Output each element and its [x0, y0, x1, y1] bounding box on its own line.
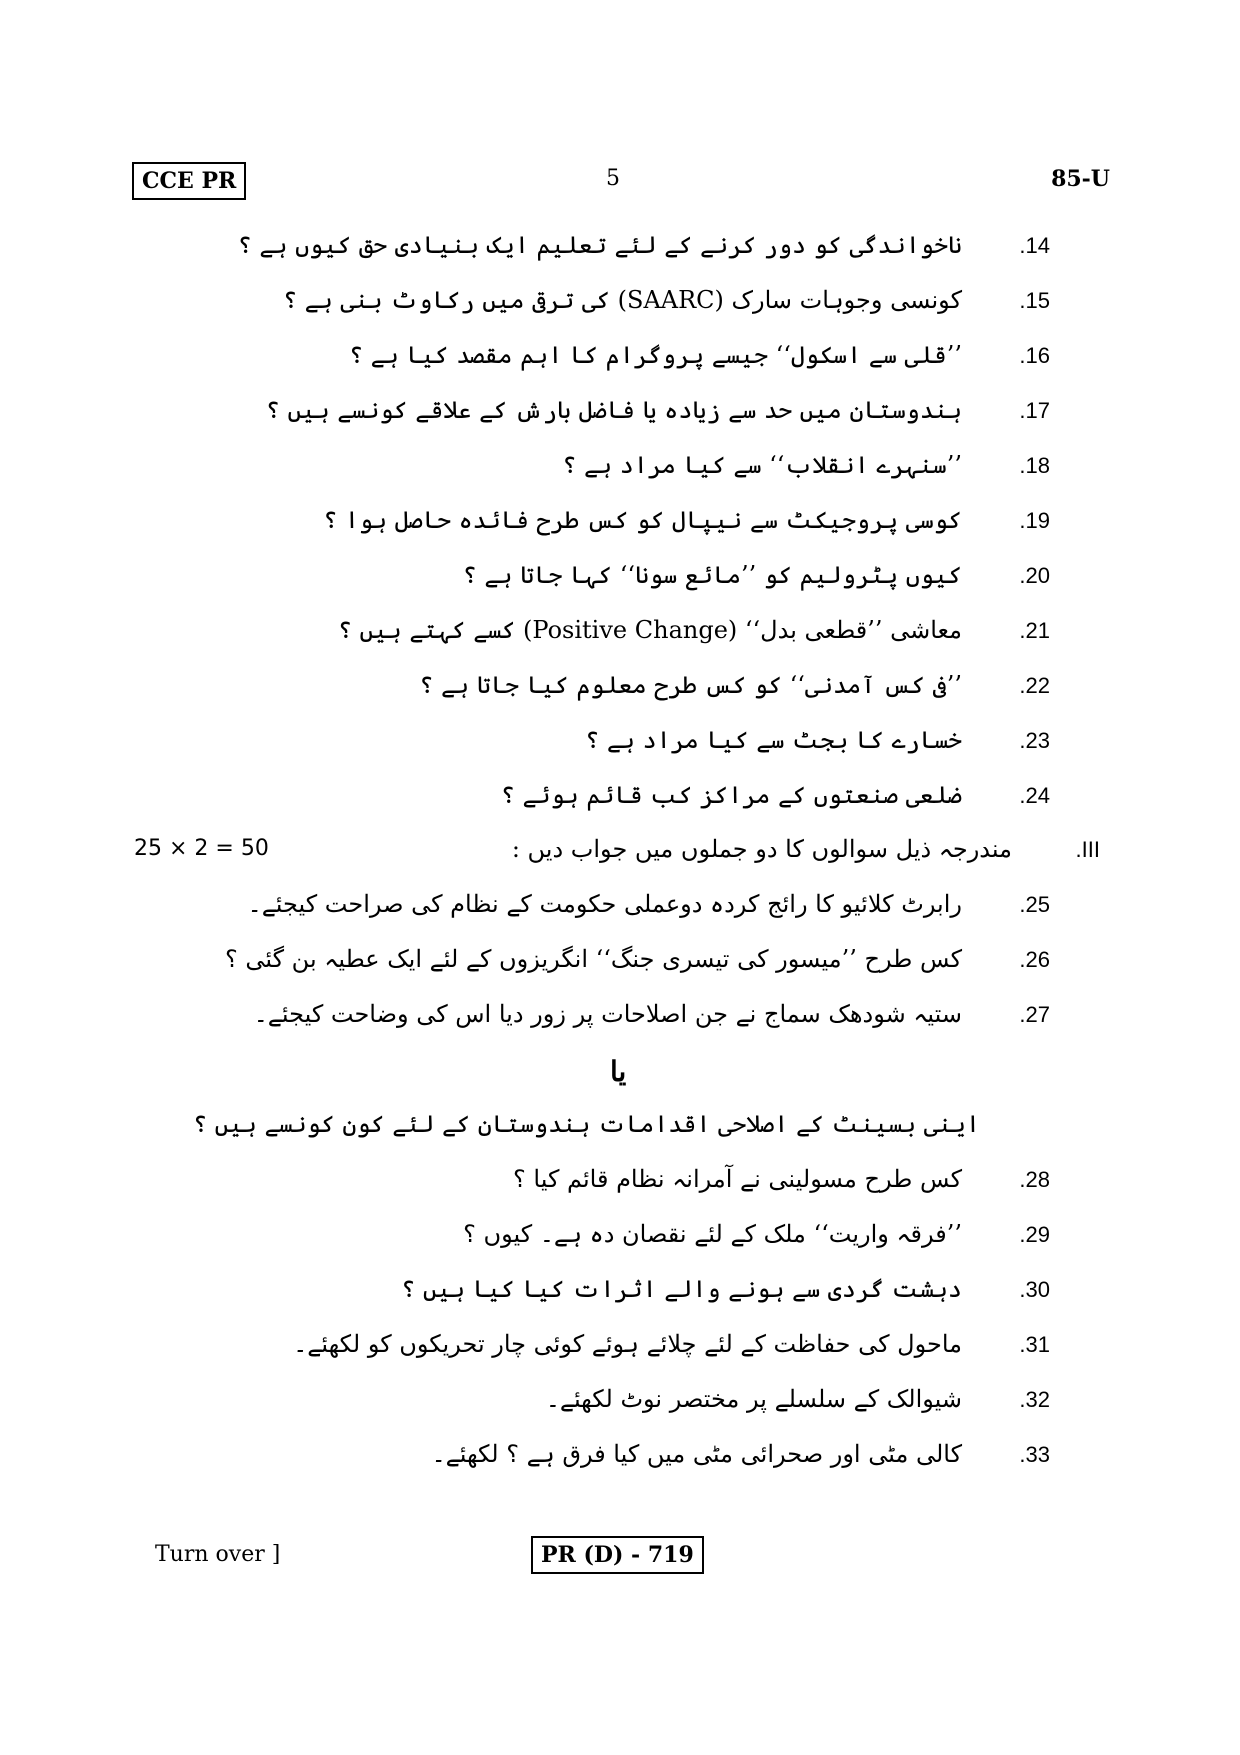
- question-text: ناخواندگی کو دور کرنے کے لئے تعلیم ایک بنیادی حق کیوں ہے ؟: [237, 231, 962, 259]
- question-text: ’’سنہرے انقلاب‘‘ سے کیا مراد ہے ؟: [562, 451, 962, 479]
- question-text: ’’فی کس آمدنی‘‘ کو کس طرح معلوم کیا جاتا ہے ؟: [419, 671, 962, 699]
- question-text: معاشی ’’قطعی بدل‘‘ (Positive Change) کسے کہتے ہیں ؟: [337, 616, 962, 644]
- question-17: [266, 393, 1050, 428]
- question-text: دہشت گردی سے ہونے والے اثرات کیا کیا ہیں ؟: [401, 1275, 962, 1303]
- question-number: 23.: [1019, 728, 1050, 753]
- question-number: 17.: [1019, 398, 1050, 423]
- question-18: [562, 448, 1050, 483]
- footer-code-box: PR (D) - 719: [531, 1536, 704, 1574]
- question-text: ستیہ شودھک سماج نے جن اصلاحات پر زور دیا اس کی وضاحت کیجئے۔: [253, 1000, 962, 1028]
- question-number: 20.: [1019, 563, 1050, 588]
- question-text: کیوں پٹرولیم کو ’’مائع سونا‘‘ کہا جاتا ہے ؟: [462, 561, 962, 589]
- question-text: شیوالک کے سلسلے پر مختصر نوٹ لکھئے۔: [545, 1385, 962, 1413]
- question-20: [463, 558, 1050, 593]
- question-text: ماحول کی حفاظت کے لئے چلائے ہوئے کوئی چار تحریکوں کو لکھئے۔: [293, 1330, 962, 1358]
- question-33: [432, 1437, 1050, 1472]
- question-text: ضلعی صنعتوں کے مراکز کب قائم ہوئے ؟: [500, 781, 962, 809]
- page-number: 5: [606, 166, 620, 191]
- question-text: رابرٹ کلائیو کا رائج کردہ دوعملی حکومت کے نظام کی صراحت کیجئے۔: [247, 890, 962, 918]
- question-number: 19.: [1019, 508, 1050, 533]
- question-30: [401, 1272, 1050, 1307]
- or-question: اینی بسینٹ کے اصلاحی اقدامات ہندوستان کے لئے کون کونسے ہیں ؟: [192, 1110, 980, 1138]
- question-number: 14.: [1019, 233, 1050, 258]
- question-text: خسارے کا بجٹ سے کیا مراد ہے ؟: [585, 726, 962, 754]
- question-text: ہندوستان میں حد سے زیادہ یا فاضل بارش کے علاقے کونسے ہیں ؟: [265, 396, 962, 424]
- section-marks: 25 × 2 = 50: [134, 836, 269, 861]
- question-22: [419, 668, 1050, 703]
- header-code-box: CCE PR: [132, 162, 246, 200]
- question-25: [248, 887, 1050, 922]
- question-number: 24.: [1019, 783, 1050, 808]
- question-text: ’’قلی سے اسکول‘‘ جیسے پروگرام کا اہم مقصد کیا ہے ؟: [348, 341, 962, 369]
- question-19: [323, 503, 1050, 538]
- question-29: [463, 1217, 1050, 1252]
- question-number: 32.: [1019, 1387, 1050, 1412]
- question-number: 26.: [1019, 947, 1050, 972]
- question-number: 30.: [1019, 1277, 1050, 1302]
- question-27: [254, 997, 1050, 1032]
- question-14: [238, 228, 1050, 263]
- section-roman-numeral: III.: [1075, 837, 1100, 862]
- question-31: [293, 1327, 1050, 1362]
- question-text: کالی مٹی اور صحرائی مٹی میں کیا فرق ہے ؟ لکھئے۔: [431, 1440, 962, 1468]
- question-number: 27.: [1019, 1002, 1050, 1027]
- question-number: 28.: [1019, 1167, 1050, 1192]
- section-instruction-text: مندرجہ ذیل سوالوں کا دو جملوں میں جواب دیں :: [511, 835, 1012, 863]
- question-21: [338, 613, 1050, 648]
- question-28: [513, 1162, 1050, 1197]
- question-number: 22.: [1019, 673, 1050, 698]
- question-text: کونسی وجوہات سارک (SAARC) کی ترقی میں رکاوٹ بنی ہے ؟: [282, 286, 962, 314]
- question-23: [585, 723, 1050, 758]
- question-16: [349, 338, 1050, 373]
- question-text: کس طرح مسولینی نے آمرانہ نظام قائم کیا ؟: [513, 1165, 962, 1193]
- question-number: 16.: [1019, 343, 1050, 368]
- turn-over-label: Turn over ]: [155, 1542, 281, 1567]
- or-label: یا: [610, 1055, 627, 1088]
- question-number: 18.: [1019, 453, 1050, 478]
- question-26: [225, 942, 1050, 977]
- paper-code: 85-U: [1051, 166, 1110, 192]
- question-number: 21.: [1019, 618, 1050, 643]
- question-text: ’’فرقہ واریت‘‘ ملک کے لئے نقصان دہ ہے۔ کیوں ؟: [463, 1220, 962, 1248]
- question-number: 31.: [1019, 1332, 1050, 1357]
- question-32: [546, 1382, 1050, 1417]
- question-text: کس طرح ’’میسور کی تیسری جنگ‘‘ انگریزوں کے لئے ایک عطیہ بن گئی ؟: [225, 945, 962, 973]
- section-instruction: [511, 832, 1100, 867]
- question-number: 29.: [1019, 1222, 1050, 1247]
- question-number: 15.: [1019, 288, 1050, 313]
- question-15: [283, 283, 1050, 318]
- question-number: 25.: [1019, 892, 1050, 917]
- question-number: 33.: [1019, 1442, 1050, 1467]
- question-text: کوسی پروجیکٹ سے نیپال کو کس طرح فائدہ حاصل ہوا ؟: [323, 506, 962, 534]
- question-24: [501, 778, 1050, 813]
